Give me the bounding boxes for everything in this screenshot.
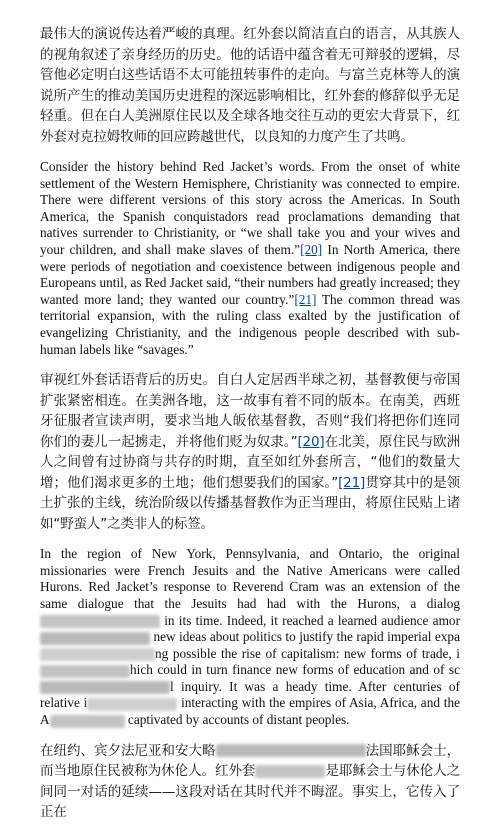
text-span: interacting with the empires of Asia, Africa, and the A (40, 695, 461, 728)
english-paragraph-history (40, 159, 460, 358)
english-paragraph-missionaries (40, 546, 460, 729)
text-span: 法国耶稣会士，而当地原住民被称为休伦人。红外套 (40, 742, 460, 780)
footnote-link-21[interactable]: [21] (338, 474, 366, 491)
chinese-paragraph-history (40, 370, 460, 534)
blurred-redaction (40, 615, 160, 628)
text-span: 在北美，原住民与欧洲人之间曾有过协商与共存的时期，直至如红外套所言，“他们的数量大增；他们渴求更多的土地；他们想要我们的国家。” (40, 433, 461, 491)
text-span: In the region of New York, Pennsylvania, and Ontario, the original missionaries were French Jesuits and the Native Americans were called Hurons. Red Jacket’s response to Reverend Cram was an extension of the same dialogue that the Jesuits had had with the Hurons, a dialog (40, 546, 460, 611)
text-span: in its time. Indeed, it reached a learned audience amor (160, 612, 460, 628)
text-span: captivated by accounts of distant peoples. (124, 712, 350, 728)
blurred-redaction (255, 765, 325, 778)
blurred-redaction (50, 715, 125, 728)
blurred-redaction (87, 698, 177, 711)
chinese-paragraph-intro: 最伟大的演说传达着严峻的真理。红外套以简洁直白的语言，从其族人的视角叙述了亲身经历的历史。他的话语中蕴含着无可辩驳的逻辑，尽管他必定明白这些话语不太可能扭转事件的走向。与富兰克林等人的演说所产生的推动美国历史进程的深远影响相比，红外套的修辞似乎无足轻重。但在白人美洲原住民以及全球各地交往互动的更宏大背景下，红外套对克拉姆牧师的回应跨越世代，以良知的力度产生了共鸣。 (40, 26, 460, 145)
text-span: l inquiry. It was a heady time. After centuries of relative i (40, 678, 460, 711)
blurred-redaction (40, 632, 150, 645)
chinese-paragraph-missionaries (40, 741, 460, 823)
text-span: Consider the history behind Red Jacket’s words. From the onset of white settlement of the Western Hemisphere, Christianity was connected to empire. There were different versions of this story across the Americas. In South America, the Spanish conquistadors read proclamations demanding that natives surrender to Christianity, or “we shall take you and your wives and your children, and shall make slaves of them.” (40, 159, 460, 257)
footnote-link-20[interactable]: [20] (297, 433, 325, 450)
text-span: 在纽约、宾夕法尼亚和安大略 (40, 742, 216, 759)
text-span: The common thread was territorial expansion, with the ruling class exalted by the justification of evangelizing Christianity, and the indigenous people described with sub-human labels like “savages.” (40, 291, 461, 357)
text-span: In North America, there were periods of negotiation and coexistence between indigenous people and Europeans until, as Red Jacket said, “their numbers had greatly increased; they wanted more land; they wanted our country.” (40, 241, 460, 307)
blurred-redaction (40, 681, 170, 694)
footnote-link-21[interactable]: [21] (294, 291, 317, 307)
blurred-redaction (40, 648, 155, 661)
text-span: 贯穿其中的是领土扩张的主线，统治阶级以传播基督教作为正当理由，将原住民贴上诸如“野蛮人”之类非人的标签。 (40, 474, 460, 532)
footnote-link-20[interactable]: [20] (300, 241, 323, 257)
text-span: new ideas about politics to justify the rapid imperial expa (150, 629, 460, 645)
text-span: 审视红外套话语背后的历史。自白人定居西半球之初，基督教便与帝国扩张紧密相连。在美洲各地，这一故事有着不同的版本。在南美，西班牙征服者宣读声明，要求当地人皈依基督教，否则“我们将把你们连同你们的妻儿一起掳走，并将他们贬为奴隶。” (40, 372, 460, 450)
blurred-redaction (216, 744, 366, 757)
text-span: 是耶稣会士与休伦人之间同一对话的延续——这段对话在其时代并不晦涩。事实上，它传入了正在 (40, 763, 461, 821)
blurred-redaction (40, 665, 130, 678)
text-span: ng possible the rise of capitalism: new forms of trade, i (155, 645, 460, 661)
text-span: hich could in turn finance new forms of education and of sc (130, 662, 460, 678)
document-page (40, 24, 460, 835)
